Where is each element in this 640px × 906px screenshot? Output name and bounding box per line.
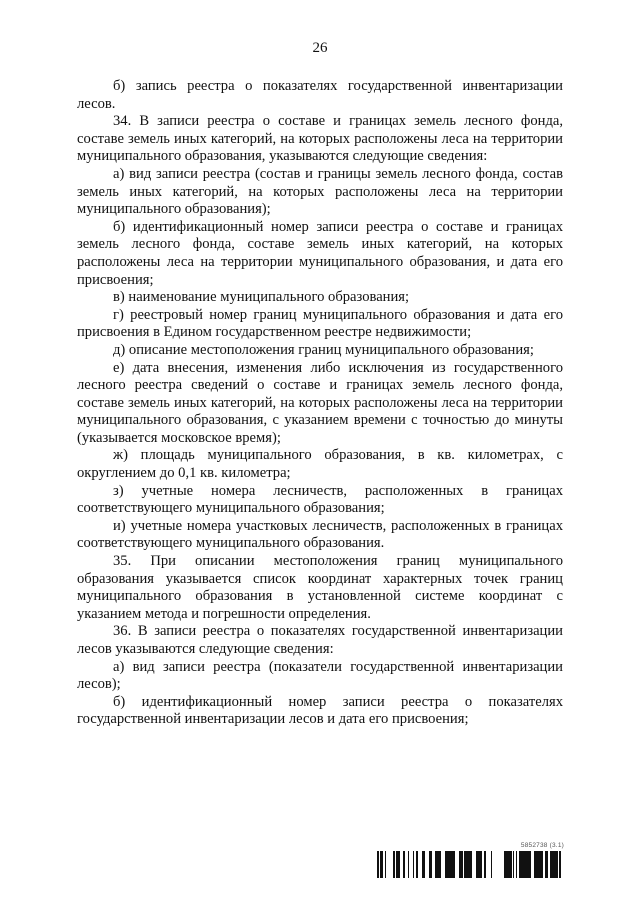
barcode-icon [377,851,564,878]
paragraph: з) учетные номера лесничеств, расположенных в границах соответствующего муниципального образования; [77,482,563,517]
paragraph: в) наименование муниципального образования; [113,289,410,306]
paragraph: ж) площадь муниципального образования, в кв. километрах, с округлением до 0,1 кв. километра; [77,447,563,482]
paragraph: и) учетные номера участковых лесничеств, расположенных в границах соответствующего муниципального образования. [77,517,563,552]
paragraph: б) запись реестра о показателях государственной инвентаризации лесов. [77,78,563,112]
paragraph: 36. В записи реестра о показателях государственной инвентаризации лесов указываются следующие сведения: [77,623,563,657]
paragraph: б) идентификационный номер записи реестра о составе и границах земель лесного фонда, составе земель иных категорий, на которых расположены леса на территории муниципального образования, и дата его присвоения; [77,218,563,288]
page-number: 26 [312,40,328,56]
paragraph: а) вид записи реестра (показатели государственной инвентаризации лесов); [77,658,563,693]
paragraph: 35. При описании местоположения границ муниципального образования указывается список координат характерных точек границ муниципального образования в установленной системе координат с указанием метода и погрешности определения. [77,553,563,622]
paragraph: г) реестровый номер границ муниципального образования и дата его присвоения в Едином государственном реестре недвижимости; [77,306,563,341]
paragraph: б) идентификационный номер записи реестра о показателях государственной инвентаризации лесов и дата его присвоения; [77,693,563,728]
paragraph: 34. В записи реестра о составе и границах земель лесного фонда, составе земель иных категорий, на которых расположены леса на территории муниципального образования, указываются следующие сведения: [77,113,563,165]
paragraph: д) описание местоположения границ муниципального образования; [113,341,534,358]
document-code: 5852738 (3.1) [520,842,564,849]
paragraph: а) вид записи реестра (состав и границы земель лесного фонда, состав земель иных категорий, на которых расположены леса на территории муниципального образования); [77,165,563,218]
document-body [77,78,563,729]
paragraph: е) дата внесения, изменения либо исключения из государственного лесного реестра сведений о составе и границах земель лесного фонда, составе земель иных категорий, на которых расположены леса на территории муниципального образования, с указанием времени с точностью до минуты (указывается московское время); [77,359,563,446]
